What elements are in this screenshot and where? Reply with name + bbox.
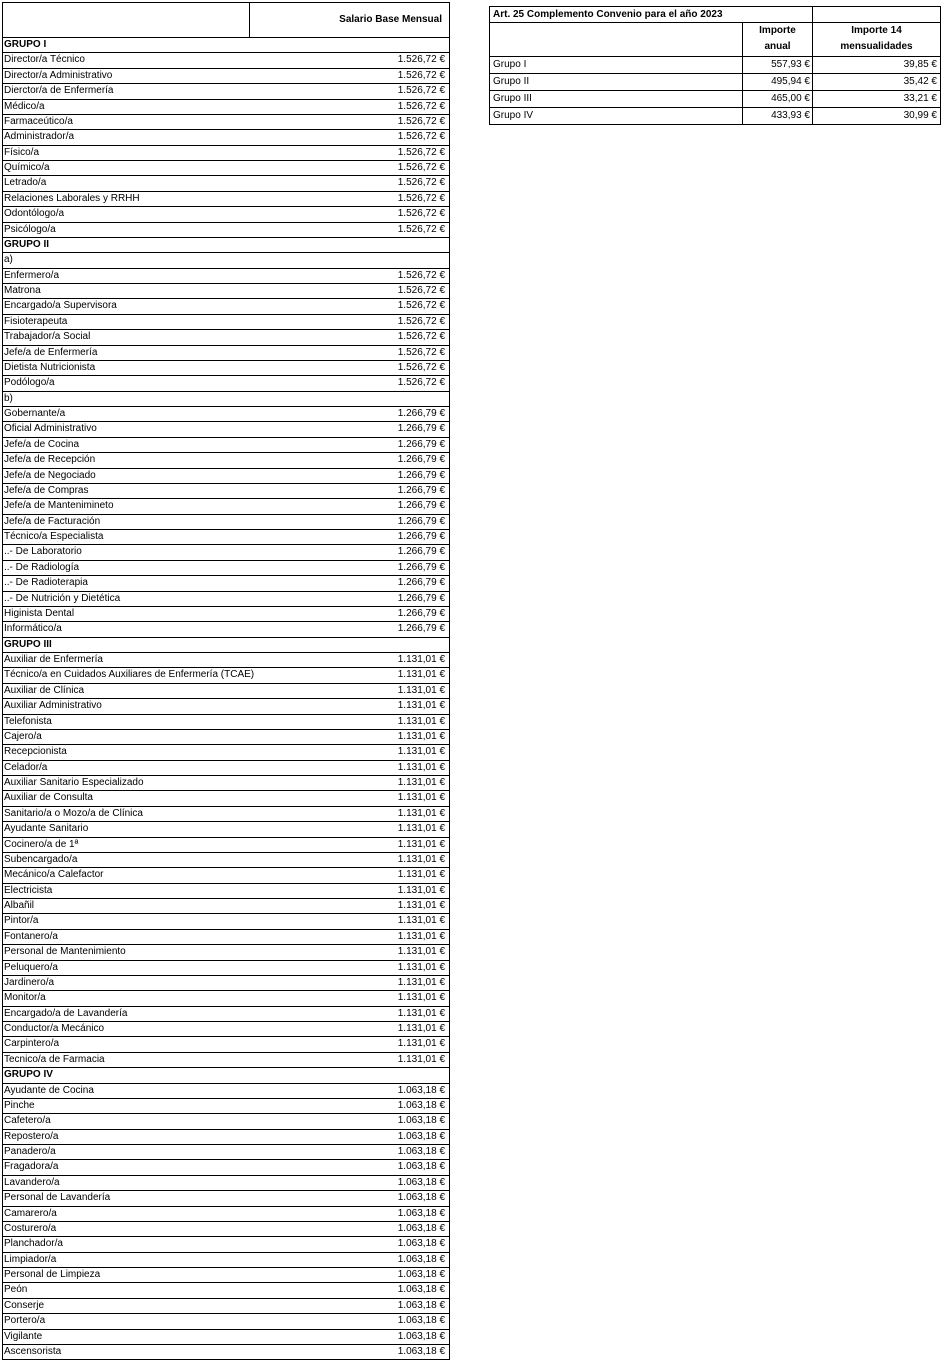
table-row — [3, 499, 449, 514]
table-row — [3, 469, 449, 484]
job-title-cell: Ayudante Sanitario — [4, 823, 89, 835]
table-row — [3, 914, 449, 929]
table-row — [3, 1268, 449, 1283]
table-row — [3, 622, 449, 637]
table-row — [3, 115, 449, 130]
job-title-cell: Fisioterapeuta — [4, 315, 68, 327]
monthly-amount-header: Importe 14 mensualidades — [813, 23, 941, 56]
complement-row — [490, 74, 941, 91]
salary-cell: 1.131,01 € — [397, 792, 445, 804]
job-title-cell: Tecnico/a de Farmacia — [4, 1053, 105, 1065]
job-title-cell: Psicólogo/a — [4, 223, 56, 235]
salary-cell: 1.526,72 € — [397, 269, 445, 281]
salary-cell: 1.266,79 € — [397, 515, 445, 527]
job-title-cell: Albañil — [4, 900, 35, 911]
salary-cell: 1.063,18 € — [397, 1299, 445, 1311]
salary-cell: 1.266,79 € — [397, 438, 445, 450]
job-title-cell: Jefe/a de Recepción — [4, 454, 96, 466]
table-row — [3, 1145, 449, 1160]
table-row — [3, 945, 449, 960]
job-title-cell: Cajero/a — [4, 730, 42, 742]
salary-cell: 1.131,01 € — [397, 700, 445, 712]
table-row — [3, 745, 449, 760]
job-title-cell: Subencargado/a — [4, 853, 78, 865]
job-title-cell: Mecánico/a Calefactor — [4, 869, 104, 881]
salary-cell: 1.131,01 € — [397, 946, 445, 958]
salary-cell: 1.526,72 € — [397, 177, 445, 189]
table-row — [3, 868, 449, 883]
salary-column-header: Salario Base Mensual — [339, 14, 442, 25]
job-title-cell: Administrador/a — [4, 131, 75, 143]
salary-cell: 1.131,01 € — [397, 915, 445, 927]
table-row — [3, 1099, 449, 1114]
job-title-cell: ..- De Laboratorio — [4, 546, 82, 558]
job-title-cell: Carpintero/a — [4, 1038, 60, 1050]
job-title-cell: Auxiliar Administrativo — [4, 700, 102, 712]
salary-cell: 1.526,72 € — [397, 100, 445, 112]
group-title: GRUPO III — [4, 638, 52, 650]
table-row — [3, 1314, 449, 1329]
table-row — [3, 807, 449, 822]
job-title-cell: Recepcionista — [4, 746, 67, 758]
complement-title: Art. 25 Complemento Convenio para el año 2023 — [490, 7, 813, 22]
table-row — [3, 730, 449, 745]
monthly-amount-cell: 33,21 € — [813, 91, 941, 107]
table-row — [3, 484, 449, 499]
job-title-cell: Oficial Administrativo — [4, 423, 97, 435]
job-title-cell: Trabajador/a Social — [4, 331, 91, 343]
job-title-cell: Jefe/a de Negociado — [4, 469, 96, 481]
salary-cell: 1.526,72 € — [397, 377, 445, 389]
job-title-cell: a) — [4, 254, 13, 266]
table-row — [3, 561, 449, 576]
table-row — [3, 1176, 449, 1191]
salary-cell: 1.266,79 € — [397, 607, 445, 619]
salary-cell: 1.266,79 € — [397, 500, 445, 512]
job-title-cell: Gobernante/a — [4, 408, 66, 419]
table-row — [3, 84, 449, 99]
job-title-cell: Pinche — [4, 1099, 35, 1111]
salary-cell: 1.266,79 € — [397, 623, 445, 635]
salary-cell: 1.266,79 € — [397, 561, 445, 573]
job-title-cell: Técnico/a Especialista — [4, 531, 104, 542]
job-title-cell: Portero/a — [4, 1315, 46, 1327]
salary-cell: 1.063,18 € — [397, 1207, 445, 1219]
table-row — [3, 668, 449, 683]
salary-cell: 1.266,79 € — [397, 546, 445, 558]
complement-table — [489, 6, 941, 125]
job-title-cell: Camarero/a — [4, 1207, 57, 1219]
salary-cell: 1.526,72 € — [397, 346, 445, 358]
job-title-cell: Director/a Técnico — [4, 54, 85, 66]
salary-cell: 1.063,18 € — [397, 1192, 445, 1204]
table-row — [3, 1022, 449, 1037]
table-row — [3, 1191, 449, 1206]
salary-cell: 1.131,01 € — [397, 669, 445, 681]
job-title-cell: Jefe/a de Compras — [4, 484, 89, 496]
complement-row — [490, 91, 941, 108]
table-row — [3, 1222, 449, 1237]
job-title-cell: Jefe/a de Facturación — [4, 515, 101, 527]
job-title-cell: Personal de Lavandería — [4, 1192, 111, 1204]
job-title-cell: Personal de Mantenimiento — [4, 946, 126, 958]
table-row — [3, 1037, 449, 1052]
job-title-cell: Encargado/a de Lavandería — [4, 1007, 128, 1019]
job-title-cell: Médico/a — [4, 100, 45, 112]
group-title: GRUPO IV — [4, 1069, 53, 1081]
salary-cell: 1.131,01 € — [397, 823, 445, 835]
table-row — [3, 1237, 449, 1252]
table-row — [3, 330, 449, 345]
table-row — [3, 776, 449, 791]
table-row — [3, 515, 449, 530]
table-row — [3, 100, 449, 115]
job-title-cell: Cocinero/a de 1ª — [4, 838, 79, 850]
job-title-cell: Ascensorista — [4, 1345, 62, 1357]
table-row — [3, 207, 449, 222]
table-row — [3, 761, 449, 776]
table-row — [3, 1299, 449, 1314]
job-title-cell: ..- De Radioterapia — [4, 577, 88, 589]
job-title-cell: Vigilante — [4, 1330, 43, 1342]
job-title-cell: Higinista Dental — [4, 607, 75, 619]
table-row — [3, 1207, 449, 1222]
table-row — [3, 853, 449, 868]
group-cell: Grupo I — [490, 57, 743, 73]
job-title-cell: Celador/a — [4, 761, 48, 773]
salary-cell: 1.063,18 € — [397, 1345, 445, 1357]
salary-cell: 1.526,72 € — [397, 208, 445, 220]
salary-cell: 1.131,01 € — [397, 777, 445, 788]
salary-cell: 1.131,01 € — [397, 1007, 445, 1019]
table-row — [3, 791, 449, 806]
salary-cell: 1.266,79 € — [397, 592, 445, 604]
monthly-amount-cell: 39,85 € — [813, 57, 941, 73]
salary-cell: 1.063,18 € — [397, 1099, 445, 1111]
table-row — [3, 576, 449, 591]
table-row — [3, 1253, 449, 1268]
table-row — [3, 453, 449, 468]
salary-cell: 1.266,79 € — [397, 408, 445, 419]
salary-cell: 1.063,18 € — [397, 1330, 445, 1342]
table-row — [3, 422, 449, 437]
salary-cell: 1.131,01 € — [397, 715, 445, 727]
job-title-cell: Limpiador/a — [4, 1253, 57, 1265]
table-row — [3, 684, 449, 699]
job-title-cell: Monitor/a — [4, 992, 46, 1004]
job-title-cell: Costurero/a — [4, 1222, 57, 1234]
group-cell: Grupo III — [490, 91, 743, 107]
salary-cell: 1.526,72 € — [397, 192, 445, 204]
salary-cell: 1.131,01 € — [397, 869, 445, 881]
salary-cell: 1.131,01 € — [397, 807, 445, 819]
table-row — [3, 146, 449, 161]
job-title-cell: Lavandero/a — [4, 1176, 60, 1188]
salary-cell: 1.131,01 € — [397, 1053, 445, 1065]
job-title-cell: Ayudante de Cocina — [4, 1084, 94, 1096]
table-row — [3, 1283, 449, 1298]
salary-cell: 1.131,01 € — [397, 992, 445, 1004]
job-title-cell: Podólogo/a — [4, 377, 55, 389]
job-title-cell: Peón — [4, 1284, 28, 1296]
table-row — [3, 253, 449, 268]
job-title-cell: Cafetero/a — [4, 1115, 51, 1127]
job-title-cell: Jefe/a de Mantenimineto — [4, 500, 114, 512]
table-row — [3, 269, 449, 284]
group-cell: Grupo IV — [490, 108, 743, 124]
salary-cell: 1.131,01 € — [397, 930, 445, 942]
job-title-cell: Fontanero/a — [4, 930, 58, 942]
job-title-cell: Panadero/a — [4, 1146, 56, 1157]
salary-cell: 1.526,72 € — [397, 115, 445, 127]
salary-cell: 1.266,79 € — [397, 469, 445, 481]
salary-cell: 1.266,79 € — [397, 423, 445, 435]
table-row — [3, 69, 449, 84]
salary-cell: 1.526,72 € — [397, 69, 445, 81]
salary-cell: 1.266,79 € — [397, 454, 445, 466]
salary-cell: 1.131,01 € — [397, 1038, 445, 1050]
salary-cell: 1.063,18 € — [397, 1284, 445, 1296]
salary-cell: 1.063,18 € — [397, 1161, 445, 1173]
salary-cell: 1.131,01 € — [397, 900, 445, 911]
salary-cell: 1.131,01 € — [397, 1023, 445, 1034]
job-title-cell: Personal de Limpieza — [4, 1269, 101, 1280]
table-row — [3, 930, 449, 945]
salary-cell: 1.063,18 € — [397, 1084, 445, 1096]
table-row — [3, 715, 449, 730]
table-row — [3, 838, 449, 853]
salary-cell: 1.526,72 € — [397, 331, 445, 343]
salary-cell: 1.131,01 € — [397, 654, 445, 665]
annual-amount-cell: 557,93 € — [743, 57, 813, 73]
monthly-amount-cell: 35,42 € — [813, 74, 941, 90]
table-row — [3, 961, 449, 976]
job-title-cell: Director/a Administrativo — [4, 69, 113, 81]
job-title-cell: Pintor/a — [4, 915, 39, 927]
table-row — [3, 976, 449, 991]
table-row — [3, 223, 449, 238]
job-title-cell: ..- De Radiología — [4, 561, 80, 573]
job-title-cell: b) — [4, 392, 13, 404]
job-title-cell: Sanitario/a o Mozo/a de Clínica — [4, 807, 143, 819]
table-row — [3, 991, 449, 1006]
table-row — [3, 407, 449, 422]
table-row — [3, 1084, 449, 1099]
job-title-cell: Matrona — [4, 285, 41, 296]
complement-row — [490, 57, 941, 74]
job-title-cell: Electricista — [4, 884, 53, 896]
job-title-cell: Peluquero/a — [4, 961, 58, 973]
table-row — [3, 1130, 449, 1145]
table-row — [3, 1007, 449, 1022]
base-salary-table — [2, 2, 450, 1360]
table-row — [3, 53, 449, 68]
salary-cell: 1.131,01 € — [397, 730, 445, 742]
table-row — [3, 1330, 449, 1345]
table-row — [3, 822, 449, 837]
table-row — [3, 1160, 449, 1175]
salary-cell: 1.526,72 € — [397, 285, 445, 296]
salary-cell: 1.131,01 € — [397, 761, 445, 773]
table-header-row — [3, 3, 449, 38]
salary-cell: 1.131,01 € — [397, 684, 445, 696]
table-row — [3, 284, 449, 299]
table-row — [3, 376, 449, 391]
job-title-cell: ..- De Nutrición y Dietética — [4, 592, 121, 604]
salary-cell: 1.526,72 € — [397, 131, 445, 143]
complement-header-row — [490, 23, 941, 57]
group-header-row — [3, 638, 449, 653]
table-row — [3, 884, 449, 899]
salary-cell: 1.526,72 € — [397, 85, 445, 97]
job-title-cell: Físico/a — [4, 146, 40, 158]
table-row — [3, 130, 449, 145]
salary-cell: 1.266,79 € — [397, 484, 445, 496]
salary-cell: 1.526,72 € — [397, 223, 445, 235]
table-row — [3, 1345, 449, 1360]
job-title-cell: Dierctor/a de Enfermería — [4, 85, 114, 97]
salary-cell: 1.526,72 € — [397, 54, 445, 66]
salary-cell: 1.131,01 € — [397, 961, 445, 973]
salary-cell: 1.131,01 € — [397, 884, 445, 896]
table-row — [3, 438, 449, 453]
complement-row — [490, 108, 941, 125]
salary-cell: 1.063,18 € — [397, 1146, 445, 1157]
salary-cell: 1.063,18 € — [397, 1315, 445, 1327]
table-row — [3, 653, 449, 668]
salary-cell: 1.131,01 € — [397, 746, 445, 758]
table-row — [3, 346, 449, 361]
group-title: GRUPO II — [4, 238, 50, 250]
salary-cell: 1.526,72 € — [397, 315, 445, 327]
job-title-cell: Conserje — [4, 1299, 45, 1311]
salary-cell: 1.063,18 € — [397, 1130, 445, 1142]
job-title-cell: Farmaceútico/a — [4, 115, 73, 127]
empty-cell — [813, 7, 941, 22]
job-title-cell: Jardinero/a — [4, 976, 55, 988]
salary-cell: 1.131,01 € — [397, 838, 445, 850]
job-title-cell: Auxiliar Sanitario Especializado — [4, 777, 144, 788]
table-row — [3, 1053, 449, 1068]
job-title-cell: Auxiliar de Clínica — [4, 684, 85, 696]
salary-cell: 1.063,18 € — [397, 1176, 445, 1188]
job-title-cell: Fragadora/a — [4, 1161, 59, 1173]
salary-cell: 1.131,01 € — [397, 976, 445, 988]
table-row — [3, 361, 449, 376]
annual-amount-cell: 433,93 € — [743, 108, 813, 124]
empty-cell — [490, 23, 743, 56]
salary-cell: 1.526,72 € — [397, 162, 445, 173]
job-title-cell: Enfermero/a — [4, 269, 60, 281]
job-title-cell: Repostero/a — [4, 1130, 59, 1142]
monthly-amount-cell: 30,99 € — [813, 108, 941, 124]
table-row — [3, 161, 449, 176]
annual-amount-cell: 465,00 € — [743, 91, 813, 107]
job-title-cell: Químico/a — [4, 162, 50, 173]
group-title: GRUPO I — [4, 39, 47, 50]
group-header-row — [3, 238, 449, 253]
salary-cell: 1.266,79 € — [397, 531, 445, 542]
job-title-cell: Encargado/a Supervisora — [4, 300, 117, 312]
table-row — [3, 299, 449, 314]
table-row — [3, 592, 449, 607]
table-row — [3, 315, 449, 330]
complement-title-row — [490, 7, 941, 23]
job-title-cell: Auxiliar de Enfermería — [4, 654, 103, 665]
job-title-cell: Informático/a — [4, 623, 62, 635]
table-row — [3, 176, 449, 191]
job-title-cell: Jefe/a de Cocina — [4, 438, 80, 450]
group-header-row — [3, 1068, 449, 1083]
table-row — [3, 699, 449, 714]
group-header-row — [3, 38, 449, 53]
salary-cell: 1.526,72 € — [397, 361, 445, 373]
group-cell: Grupo II — [490, 74, 743, 90]
table-row — [3, 899, 449, 914]
table-row — [3, 530, 449, 545]
job-title-cell: Letrado/a — [4, 177, 47, 189]
job-title-cell: Relaciones Laborales y RRHH — [4, 192, 140, 204]
job-title-cell: Odontólogo/a — [4, 208, 65, 220]
salary-cell: 1.063,18 € — [397, 1222, 445, 1234]
salary-cell: 1.526,72 € — [397, 146, 445, 158]
table-row — [3, 607, 449, 622]
job-title-cell: Auxiliar de Consulta — [4, 792, 93, 804]
salary-cell: 1.063,18 € — [397, 1238, 445, 1250]
annual-amount-cell: 495,94 € — [743, 74, 813, 90]
job-title-cell: Dietista Nutricionista — [4, 361, 96, 373]
job-title-cell: Técnico/a en Cuidados Auxiliares de Enfermería (TCAE) — [4, 669, 255, 681]
job-column-header — [3, 3, 250, 37]
table-row — [3, 392, 449, 407]
salary-cell: 1.526,72 € — [397, 300, 445, 312]
salary-cell: 1.266,79 € — [397, 577, 445, 589]
table-row — [3, 192, 449, 207]
job-title-cell: Planchador/a — [4, 1238, 63, 1250]
salary-cell: 1.131,01 € — [397, 853, 445, 865]
job-title-cell: Telefonista — [4, 715, 52, 727]
salary-cell: 1.063,18 € — [397, 1115, 445, 1127]
table-row — [3, 1114, 449, 1129]
salary-rows — [3, 38, 449, 1360]
table-row — [3, 545, 449, 560]
job-title-cell: Conductor/a Mecánico — [4, 1023, 105, 1034]
job-title-cell: Jefe/a de Enfermería — [4, 346, 98, 358]
annual-amount-header: Importe anual — [743, 23, 813, 56]
salary-cell: 1.063,18 € — [397, 1269, 445, 1280]
salary-cell: 1.063,18 € — [397, 1253, 445, 1265]
